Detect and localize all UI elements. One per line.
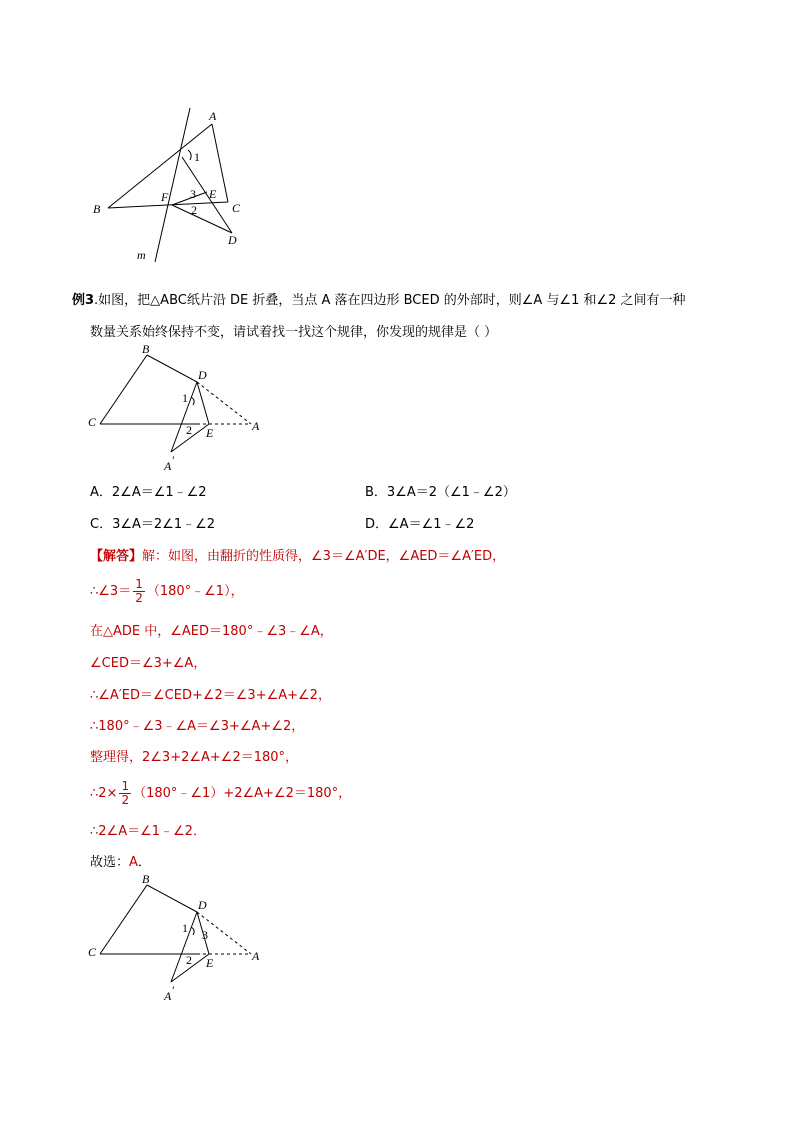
- angle-1-label: 1: [194, 150, 200, 164]
- solution-line-7: 整理得，2∠3+2∠A+∠2＝180°，: [90, 750, 299, 765]
- label-a-prime: A': [164, 453, 174, 473]
- label-c: C: [232, 201, 241, 215]
- figure-3-fold-diagram: [85, 875, 275, 1005]
- label-e: E: [209, 187, 217, 201]
- label-a: A: [252, 419, 260, 433]
- option-a: A．2∠A＝∠1﹣∠2: [90, 485, 207, 500]
- solution-line-9: ∴2∠A＝∠1﹣∠2．: [90, 824, 206, 839]
- label-e: E: [206, 956, 214, 970]
- fraction-half: $\frac{1}{2}$: [135, 577, 143, 605]
- solution-line-1: 【解答】解：如图，由翻折的性质得，∠3＝∠A′DE，∠AED＝∠A′ED，: [90, 549, 506, 564]
- label-b: B: [142, 875, 150, 886]
- answer-letter: A: [129, 855, 138, 870]
- solution-tag: 【解答】: [90, 549, 143, 564]
- label-f: F: [161, 190, 169, 204]
- label-a: A: [252, 949, 260, 963]
- angle-2-label: 2: [186, 953, 192, 967]
- angle-3-label: 3: [190, 187, 196, 201]
- example-number: 例3: [72, 293, 95, 308]
- option-d: D．∠A＝∠1﹣∠2: [365, 517, 475, 532]
- label-a: A: [209, 109, 217, 123]
- solution-line-4: ∠CED＝∠3+∠A，: [90, 656, 207, 671]
- label-d: D: [198, 898, 207, 912]
- angle-2-label: 2: [191, 203, 197, 217]
- fraction-half: $\frac{1}{2}$: [121, 779, 130, 807]
- label-b: B: [142, 345, 150, 356]
- label-a-prime: A': [164, 983, 174, 1003]
- option-b: B．3∠A＝2（∠1﹣∠2）: [365, 485, 516, 500]
- solution-line-6: ∴180°﹣∠3﹣∠A＝∠3+∠A+∠2，: [90, 719, 305, 734]
- option-c: C．3∠A＝2∠1﹣∠2: [90, 517, 216, 532]
- figure-1-triangle-diagram: [85, 100, 255, 270]
- solution-line-5: ∴∠A′ED＝∠CED+∠2＝∠3+∠A+∠2，: [90, 688, 331, 703]
- label-c: C: [88, 415, 97, 429]
- figure-2-fold-diagram: [85, 345, 275, 475]
- label-m: m: [137, 248, 146, 262]
- angle-3-label: 3: [202, 928, 208, 942]
- solution-line-2: ∴∠3＝ $\frac{1}{2}$ （180°﹣∠1），: [90, 577, 244, 605]
- solution-line-10: 故选：A．: [90, 855, 151, 870]
- label-d: D: [198, 368, 207, 382]
- question-line-2: 数量关系始终保持不变，请试着找一找这个规律，你发现的规律是（ ）: [90, 325, 498, 340]
- label-d: D: [228, 233, 237, 247]
- angle-2-label: 2: [186, 423, 192, 437]
- angle-1-label: 1: [182, 391, 188, 405]
- label-b: B: [93, 202, 101, 216]
- solution-line-3: 在△ADE 中，∠AED＝180°﹣∠3﹣∠A，: [90, 624, 333, 639]
- angle-1-label: 1: [182, 921, 188, 935]
- label-c: C: [88, 945, 97, 959]
- label-e: E: [206, 426, 214, 440]
- question-line-1: 例3.如图，把△ABC纸片沿 DE 折叠，当点 A 落在四边形 BCED 的外部时，则∠A 与∠1 和∠2 之间有一种: [72, 293, 686, 308]
- solution-line-8: ∴2× $\frac{1}{2}$ （180°﹣∠1）+2∠A+∠2＝180°，: [90, 779, 352, 807]
